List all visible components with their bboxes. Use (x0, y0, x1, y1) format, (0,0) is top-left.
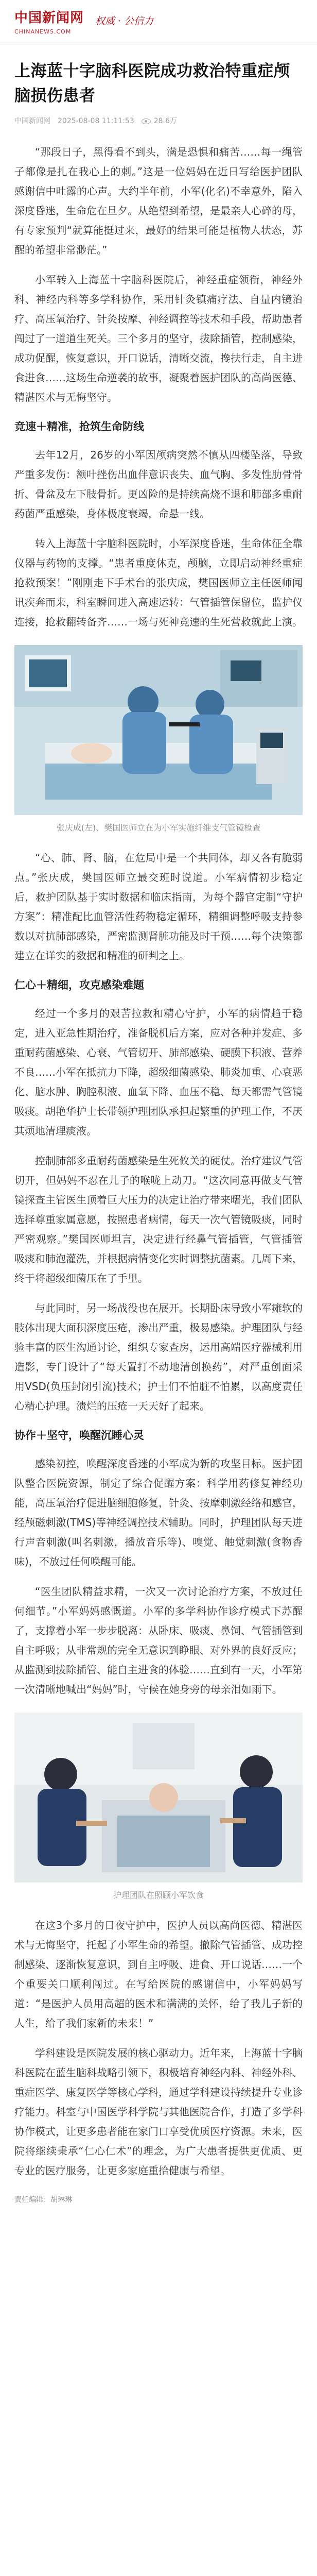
paragraph: “那段日子，黑得看不到头，满是恐惧和痛苦……每一绳管子都像是扎在我心上的刺。”这是一位妈妈在近日写给医护团队感谢信中吐露的心声。大约半年前，小军(化名)不幸意外，陷入深度昏迷，生命危在旦夕。从绝望到希望，是最亲人心碎的母，有专家预判“就算能挺过来，最好的结果可能是植物人状态，苏醒的希望非常渺茫。” (14, 146, 303, 256)
logo-text-en: CHINANEWS.COM (14, 28, 72, 35)
article-body (14, 142, 303, 2180)
section-heading: 仁心＋精细，攻克感染难题 (14, 979, 144, 991)
figure-caption: 张庆成(左)、樊国医师立在为小军实施纤维支气管镜检查 (56, 823, 261, 833)
paragraph: 学科建设是医院发展的核心驱动力。近年来，上海蓝十字脑科医院在蓝生脑科战略引领下，积极培育神经内科、神经外科、重症医学、康复医学等核心学科，通过学科建设持续提升专业诊疗能力。科室与中国医学科学院与其他医院合作，打造了多学科协作模式，让更多患者能在家门口享受优质医疗资源。未来，医院将继续秉承“仁心仁术”的理念，为广大患者提供更优质、更专业的医疗服务，让更多家庭重拾健康与希望。 (14, 2047, 303, 2177)
site-slogan: 权威 · 公信力 (95, 15, 154, 27)
logo-text-cn: 中国新闻网 (14, 10, 84, 26)
paragraph: 在这3个多月的日夜守护中，医护人员以高尚医德、精湛医术与无悔坚守，托起了小军生命的希望。撤除气管插管、成功控制感染、逐渐恢复意识，到自主呼吸、进食、开口说话……一个个重要关口顺利闯过。在写给医院的感谢信中，小军妈妈写道：“是医护人员用高超的医术和满满的关怀，给了我儿子新的人生，给了我们家新的未来！” (14, 1919, 303, 2029)
article-meta (14, 115, 303, 127)
figure-caption: 护理团队在照顾小军饮食 (113, 1890, 204, 1900)
article-title: 上海蓝十字脑科医院成功救治特重症颅脑损伤患者 (14, 62, 290, 105)
paragraph: “医生团队精益求精，一次又一次讨论治疗方案，不放过任何细节。”小军妈妈感慨道。小军的多学科协作诊疗模式下苏醒了，支撑着小军一步步脱离：从卧床、吸痰、鼻饲、气管插管到自主呼吸；从非常规的完全无意识到睁眼、对外界的良好反应；从监测到拔除插管、能自主进食的体验……直到有一天，小军第一次清晰地喊出“妈妈”时，守候在她身旁的母亲泪如雨下。 (14, 1585, 303, 1696)
paragraph: 感染初控，唤醒深度昏迷的小军成为新的攻坚目标。医护团队整合医院资源，制定了综合促醒方案：科学用药修复神经功能，高压氧治疗促进脑细胞修复，针灸、按摩刺激经络和感官，经颅磁刺激(TMS)等神经调控技术辅助。同时，护理团队每天进行声音刺激(叫名刺激，播放音乐等)、嗅觉、触觉刺激(食物香味)，不放过任何唤醒可能。 (14, 1458, 303, 1568)
section-heading: 竞速＋精准，抢筑生命防线 (14, 420, 144, 433)
responsible-editor: 责任编辑：胡琳琳 (14, 2196, 72, 2204)
article-views (142, 115, 177, 127)
site-logo[interactable] (14, 8, 84, 35)
paragraph: 与此同时，另一场战役也在展开。长期卧床导致小军瘫软的肢体出现大面积深度压疮，渗出严重，极易感染。护理团队与经验丰富的医生沟通讨论，组织专家查房，运用高端医疗器械利用造影，专门设计了“每天置打不动地清创换药”，对严重创面采用VSD(负压封闭引流)技术；护士们不怕脏不怕累，以高度责任心精心护理。溃烂的压疮一天天好了起来。 (14, 1302, 303, 1412)
photo-nursing-illustration (14, 1713, 303, 1883)
article (0, 44, 317, 2206)
paragraph: 去年12月，26岁的小军因颅病突然不慎从四楼坠落，导致严重多发伤：额叶挫伤出血伴意识丧失、血气胸、多发性肋骨骨折、骨盆及左下肢骨折。更凶险的是持续高烧不退和肺部多重耐药菌严重感染，身体极度衰竭，命悬一线。 (14, 449, 303, 520)
article-datetime: 2025-08-08 11:11:53 (58, 117, 134, 125)
photo-nursing-care (14, 1713, 303, 1883)
paragraph: “心、肺、肾、脑，在危局中是一个共同体，却又各有脆弱点。”张庆成，樊国医师立最交班时说道。小军病情初步稳定后，救护团队基于实时数据和临床指南，为每个器官定制“守护方案”：精准配比血管活性药物稳定循环，精细调整呼吸支持参数以对抗肺部感染，严密监测肾脏功能及时干预……每个决策都建立在详实的数据和精准的研判之上。 (14, 852, 303, 962)
site-header (0, 0, 317, 44)
view-count: 28.6万 (153, 117, 177, 125)
photo-bronchoscopy-illustration (14, 645, 303, 815)
photo-bronchoscopy (14, 645, 303, 815)
figure-2 (14, 1713, 303, 1902)
section-heading: 协作＋坚守，唤醒沉睡心灵 (14, 1429, 144, 1442)
paragraph: 转入上海蓝十字脑科医院时，小军深度昏迷，生命体征全靠仪器与药物的支撑。“患者重度休克，颅脑，立即启动神经重症抢救预案！”刚刚走下手术台的张庆成，樊国医师立主任医师闻讯疾奔而来，科室瞬间进入高速运转：气管插管保留位，监护仪连接，抢救翻转备齐……一场与死神竞速的生死营救就此上演。 (14, 537, 303, 628)
paragraph: 小军转入上海蓝十字脑科医院后，神经重症领衔，神经外科、神经内科等多学科协作，采用针灸镇痛疗法、自量内镜治疗、高压氧治疗、针灸按摩、神经调控等技术和手段，帮助患者闯过了一道道生死关。三个多月的坚守，拔除插管，控制感染，成功促醒，恢复意识，开口说话，清晰交流，搀扶行走，自主进食进食……这场生命逆袭的故事，凝聚着医护团队的高尚医德、精湛医术与无悔坚守。 (14, 274, 303, 403)
paragraph: 经过一个多月的艰苦拉救和精心守护，小军的病情趋于稳定，进入亚急性期治疗，准备脱机后方案，应对各种并发症、多重耐药菌感染、心衰、气管切开、肺部感染、硬膜下积液、营养不良……小军在抵抗力下降，超级细菌感染、肺炎加重、心衰恶化、脑水肿、胸腔积液、血氧下降、血压不稳、每天都需气管镜吸痰。胡艳华护士长带领护理团队承担起繁重的护理工作，不厌其烦地清理痰液。 (14, 1007, 303, 1137)
paragraph: 控制肺部多重耐药菌感染是生死攸关的硬仗。治疗建议气管切开，但妈妈不忍在儿子的喉咙上动刀。“这次同意再做支气管镜探查主管医生顶着巨大压力的决定让治疗带来曙光，我们团队选择尊重家属意愿，按照患者病情，每天一次气管镜吸痰，同时严密观察。”樊国医师坦言，决定进行经鼻气管插管，气管插管吸痰和肺泡灌洗，并根据病情变化实时调整抗菌素。几周下来，终于将超级细菌压在了手里。 (14, 1155, 303, 1284)
eye-icon (142, 118, 151, 124)
figure-1 (14, 645, 303, 835)
article-source[interactable]: 中国新闻网 (14, 117, 50, 125)
